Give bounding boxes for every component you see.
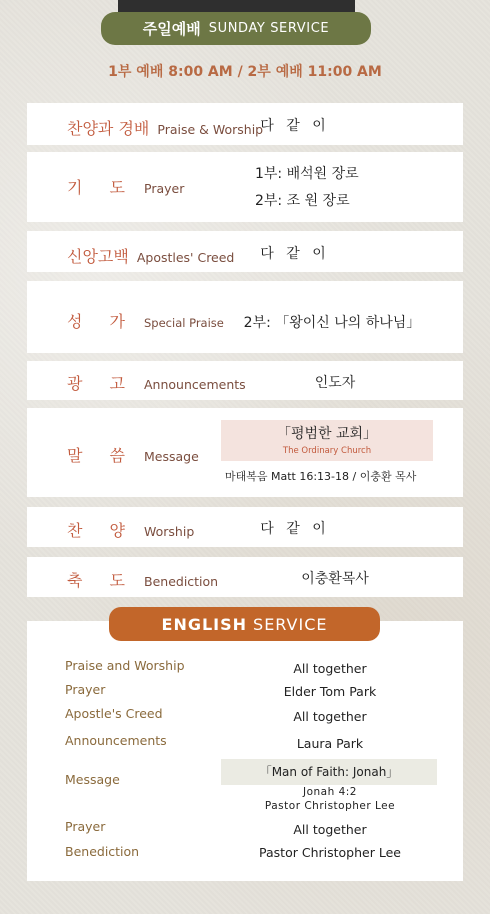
row-label-en: Praise & Worship: [157, 122, 264, 137]
row-value: 이충환목사: [301, 571, 369, 587]
sermon-title-box: [221, 420, 433, 461]
english-title-rest: SERVICE: [253, 614, 328, 634]
row-label-en: Worship: [144, 524, 195, 539]
english-value-creed: All together: [293, 709, 367, 724]
row-label-en: Apostles' Creed: [136, 250, 235, 265]
row-label: [67, 518, 194, 541]
english-label-prayer: Prayer: [65, 682, 106, 697]
english-label-announcements: Announcements: [65, 733, 167, 748]
english-sermon-speaker: Pastor Christopher Lee: [264, 800, 396, 812]
english-label-prayer-2: Prayer: [65, 819, 106, 834]
row-label: [67, 175, 184, 198]
row-value: 다 같 이: [260, 246, 330, 262]
row-label-ko: 찬양과 경배: [67, 119, 150, 138]
order-row-message: [27, 408, 463, 497]
order-row-special-praise: [27, 281, 463, 353]
sunday-service-header: [101, 12, 371, 45]
row-label-ko: 기 도: [67, 178, 136, 197]
sunday-title-ko: 주일예배: [142, 20, 201, 38]
english-label-benediction: Benediction: [65, 844, 140, 859]
row-label-ko: 신앙고백: [67, 247, 129, 266]
row-value: 다 같 이: [260, 521, 330, 537]
row-label-ko: 찬 양: [67, 521, 136, 540]
row-value: 인도자: [314, 375, 356, 391]
english-value-prayer: Elder Tom Park: [283, 684, 377, 699]
row-label-en: Prayer: [144, 181, 185, 196]
english-label-creed: Apostle's Creed: [65, 706, 163, 721]
row-label: [67, 309, 224, 332]
order-row-praise-worship: [27, 103, 463, 145]
row-label-en: Message: [144, 449, 199, 464]
english-label-praise: Praise and Worship: [65, 658, 185, 673]
order-row-prayer: [27, 152, 463, 222]
prayer-line-2: 2부: 조 원 장로: [255, 193, 350, 209]
english-value-announcements: Laura Park: [296, 736, 364, 751]
row-label: [67, 568, 218, 591]
sermon-reference: 마태복음 Matt 16:13-18 / 이충환 목사: [225, 470, 417, 483]
row-label-ko: 축 도: [67, 571, 136, 590]
english-label-message: Message: [65, 772, 120, 787]
english-value-benediction: Pastor Christopher Lee: [259, 845, 401, 860]
row-label-ko: 성 가: [67, 312, 136, 331]
row-label-ko: 광 고: [67, 374, 136, 393]
row-label: [67, 244, 234, 267]
row-label-en: Announcements: [144, 377, 246, 392]
english-value-praise: All together: [293, 661, 367, 676]
prayer-line-1: 1부: 배석원 장로: [255, 166, 359, 182]
row-label: [67, 371, 246, 394]
english-sermon-reference: Jonah 4:2: [302, 786, 357, 798]
sunday-title-en: SUNDAY SERVICE: [208, 21, 330, 36]
row-value: 2부: 「왕이신 나의 하나님」: [243, 315, 421, 331]
sermon-subtitle: The Ordinary Church: [282, 446, 372, 456]
row-label-en: Special Praise: [144, 316, 224, 330]
english-service-header: [109, 607, 380, 641]
row-value: 다 같 이: [260, 118, 330, 134]
english-sermon-title: 「Man of Faith: Jonah」: [221, 759, 437, 785]
row-label: [67, 443, 199, 466]
row-label-ko: 말 씀: [67, 446, 136, 465]
sermon-title: 「평범한 교회」: [276, 426, 378, 442]
row-label-en: Benediction: [144, 574, 219, 589]
order-row-creed: [27, 231, 463, 272]
order-row-worship: [27, 507, 463, 547]
order-row-benediction: [27, 557, 463, 597]
top-bar: [118, 0, 355, 12]
english-title-bold: ENGLISH: [161, 614, 248, 634]
english-value-prayer-2: All together: [293, 822, 367, 837]
order-row-announcements: [27, 361, 463, 400]
service-times: 1부 예배 8:00 AM / 2부 예배 11:00 AM: [108, 64, 382, 80]
